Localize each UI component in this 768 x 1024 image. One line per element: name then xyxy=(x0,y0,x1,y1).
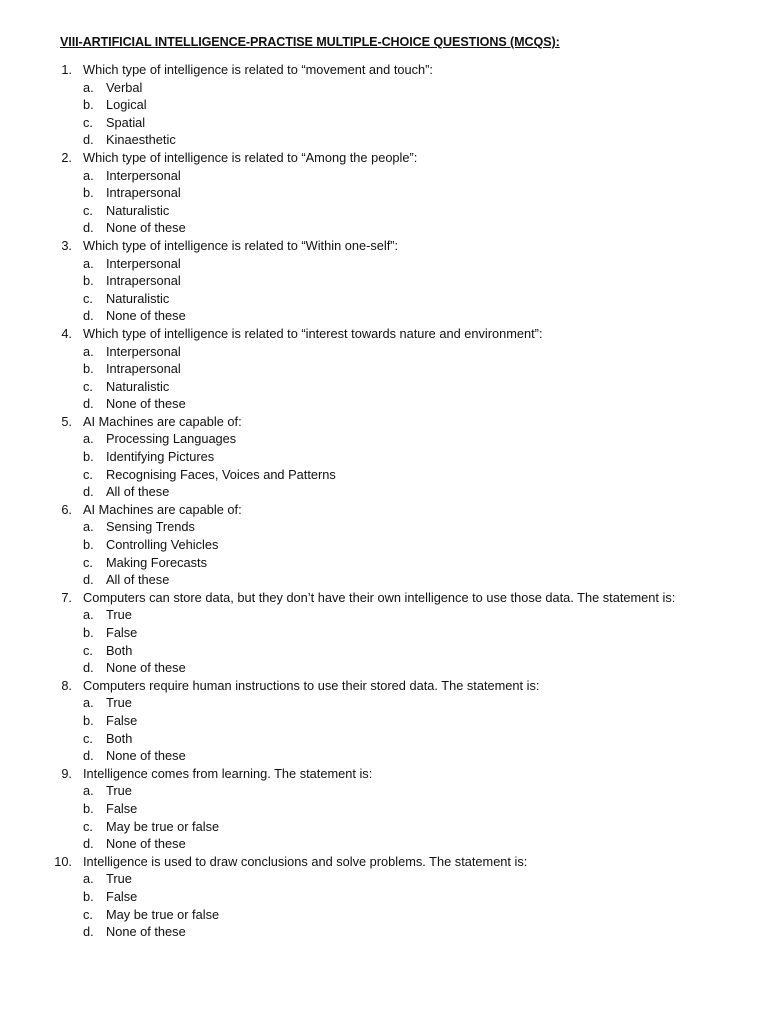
option-letter: a. xyxy=(83,871,94,887)
option-text: Logical xyxy=(106,97,147,113)
option-letter: c. xyxy=(83,906,93,922)
question-line xyxy=(0,413,768,431)
option-letter: d. xyxy=(83,308,94,324)
option-item xyxy=(0,378,768,396)
option-text: True xyxy=(106,695,132,711)
option-letter: d. xyxy=(83,660,94,676)
option-text: None of these xyxy=(106,748,186,764)
option-text: Both xyxy=(106,642,133,658)
option-item xyxy=(0,624,768,642)
option-letter: d. xyxy=(83,836,94,852)
option-item xyxy=(0,712,768,730)
option-item xyxy=(0,343,768,361)
option-item xyxy=(0,219,768,237)
option-text: Intrapersonal xyxy=(106,361,181,377)
question-text: AI Machines are capable of: xyxy=(83,413,242,429)
option-letter: d. xyxy=(83,924,94,940)
option-item xyxy=(0,167,768,185)
question-text: Which type of intelligence is related to “Among the people”: xyxy=(83,149,418,165)
question-text: Intelligence comes from learning. The statement is: xyxy=(83,765,373,781)
question-text: Computers can store data, but they don’t have their own intelligence to use those data. The statement is: xyxy=(83,589,676,605)
option-letter: a. xyxy=(83,167,94,183)
question-5 xyxy=(0,413,768,501)
option-letter: a. xyxy=(83,431,94,447)
option-text: False xyxy=(106,800,138,816)
option-text: None of these xyxy=(106,836,186,852)
option-item xyxy=(0,272,768,290)
option-text: Intrapersonal xyxy=(106,185,181,201)
question-number: 8. xyxy=(61,677,72,693)
question-number: 3. xyxy=(61,237,72,253)
option-item xyxy=(0,96,768,114)
question-number: 9. xyxy=(61,765,72,781)
question-line xyxy=(0,237,768,255)
question-line xyxy=(0,589,768,607)
question-line xyxy=(0,61,768,79)
option-text: False xyxy=(106,888,138,904)
option-item xyxy=(0,290,768,308)
question-9 xyxy=(0,765,768,853)
question-3 xyxy=(0,237,768,325)
question-number: 6. xyxy=(61,501,72,517)
option-letter: c. xyxy=(83,730,93,746)
option-letter: d. xyxy=(83,396,94,412)
option-item xyxy=(0,430,768,448)
question-10 xyxy=(0,853,768,941)
option-letter: b. xyxy=(83,449,94,465)
option-letter: d. xyxy=(83,484,94,500)
option-text: Identifying Pictures xyxy=(106,449,215,465)
option-item xyxy=(0,202,768,220)
option-letter: a. xyxy=(83,783,94,799)
option-item xyxy=(0,483,768,501)
question-line xyxy=(0,149,768,167)
option-letter: a. xyxy=(83,607,94,623)
option-text: None of these xyxy=(106,924,186,940)
question-text: AI Machines are capable of: xyxy=(83,501,242,517)
option-item xyxy=(0,536,768,554)
option-letter: b. xyxy=(83,185,94,201)
question-text: Which type of intelligence is related to “movement and touch”: xyxy=(83,62,433,77)
option-item xyxy=(0,888,768,906)
option-letter: b. xyxy=(83,888,94,904)
option-letter: b. xyxy=(83,712,94,728)
question-4 xyxy=(0,325,768,413)
option-letter: b. xyxy=(83,625,94,640)
document-title: VIII-ARTIFICIAL INTELLIGENCE-PRACTISE MULTIPLE-CHOICE QUESTIONS (MCQS): xyxy=(60,35,560,49)
question-number: 4. xyxy=(61,325,72,341)
option-letter: d. xyxy=(83,132,94,148)
option-item xyxy=(0,395,768,413)
option-text: Intrapersonal xyxy=(106,273,181,289)
option-text: May be true or false xyxy=(106,818,220,834)
option-item xyxy=(0,571,768,589)
option-item xyxy=(0,554,768,572)
question-line xyxy=(0,765,768,783)
option-text: Controlling Vehicles xyxy=(106,537,219,553)
option-text: Recognising Faces, Voices and Patterns xyxy=(106,466,336,482)
option-letter: d. xyxy=(83,220,94,236)
question-line xyxy=(0,853,768,871)
question-list xyxy=(0,61,768,941)
option-letter: c. xyxy=(83,642,93,658)
question-text: Computers require human instructions to use their stored data. The statement is: xyxy=(83,677,540,693)
option-text: None of these xyxy=(106,660,186,676)
option-item xyxy=(0,307,768,325)
option-item xyxy=(0,818,768,836)
option-text: True xyxy=(106,871,132,887)
option-letter: c. xyxy=(83,290,93,306)
option-letter: d. xyxy=(83,748,94,764)
option-text: Making Forecasts xyxy=(106,554,207,570)
question-1 xyxy=(0,61,768,149)
question-line xyxy=(0,501,768,519)
question-line xyxy=(0,325,768,343)
option-text: None of these xyxy=(106,308,186,324)
option-letter: b. xyxy=(83,273,94,289)
option-letter: c. xyxy=(83,466,93,482)
question-number: 2. xyxy=(61,149,72,165)
option-text: None of these xyxy=(106,220,186,236)
option-letter: b. xyxy=(83,537,94,553)
option-letter: a. xyxy=(83,79,94,95)
option-text: Interpersonal xyxy=(106,167,181,183)
option-letter: c. xyxy=(83,378,93,394)
option-text: Kinaesthetic xyxy=(106,132,176,148)
option-text: Verbal xyxy=(106,79,143,95)
option-item xyxy=(0,659,768,677)
option-letter: a. xyxy=(83,343,94,359)
question-text: Which type of intelligence is related to “interest towards nature and environment”: xyxy=(83,325,543,341)
option-text: False xyxy=(106,712,138,728)
option-text: Naturalistic xyxy=(106,378,170,394)
option-letter: c. xyxy=(83,114,93,130)
option-letter: b. xyxy=(83,97,94,113)
option-item xyxy=(0,114,768,132)
option-item xyxy=(0,606,768,624)
option-text: Both xyxy=(106,730,133,746)
option-item xyxy=(0,518,768,536)
option-item xyxy=(0,730,768,748)
option-text: Spatial xyxy=(106,114,146,130)
option-item xyxy=(0,906,768,924)
option-text: Naturalistic xyxy=(106,290,170,306)
option-item xyxy=(0,923,768,941)
option-letter: a. xyxy=(83,255,94,271)
question-text: Intelligence is used to draw conclusions and solve problems. The statement is: xyxy=(83,853,528,869)
option-letter: d. xyxy=(83,572,94,588)
option-letter: a. xyxy=(83,695,94,711)
option-item xyxy=(0,255,768,273)
option-text: Interpersonal xyxy=(106,255,181,271)
question-number: 10. xyxy=(54,853,72,869)
option-text: Interpersonal xyxy=(106,343,181,359)
option-item xyxy=(0,835,768,853)
option-text: True xyxy=(106,607,132,623)
question-6 xyxy=(0,501,768,589)
option-item xyxy=(0,800,768,818)
question-line xyxy=(0,677,768,695)
option-text: All of these xyxy=(106,484,170,500)
question-number: 1. xyxy=(61,62,72,77)
option-letter: a. xyxy=(83,519,94,535)
option-text: May be true or false xyxy=(106,906,220,922)
option-item xyxy=(0,870,768,888)
option-text: Sensing Trends xyxy=(106,519,195,535)
option-item xyxy=(0,79,768,97)
question-number: 7. xyxy=(61,589,72,605)
option-text: Processing Languages xyxy=(106,431,237,447)
option-item xyxy=(0,448,768,466)
question-7 xyxy=(0,589,768,677)
option-item xyxy=(0,360,768,378)
question-2 xyxy=(0,149,768,237)
option-letter: b. xyxy=(83,800,94,816)
option-letter: c. xyxy=(83,202,93,218)
option-item xyxy=(0,184,768,202)
option-text: False xyxy=(106,625,138,640)
option-item xyxy=(0,747,768,765)
option-item xyxy=(0,782,768,800)
option-item xyxy=(0,694,768,712)
option-text: None of these xyxy=(106,396,186,412)
option-text: True xyxy=(106,783,132,799)
option-letter: c. xyxy=(83,818,93,834)
option-letter: c. xyxy=(83,554,93,570)
question-number: 5. xyxy=(61,413,72,429)
option-item xyxy=(0,642,768,660)
option-text: Naturalistic xyxy=(106,202,170,218)
option-item xyxy=(0,131,768,149)
option-item xyxy=(0,466,768,484)
question-8 xyxy=(0,677,768,765)
option-letter: b. xyxy=(83,361,94,377)
question-text: Which type of intelligence is related to “Within one-self”: xyxy=(83,237,399,253)
option-text: All of these xyxy=(106,572,170,588)
